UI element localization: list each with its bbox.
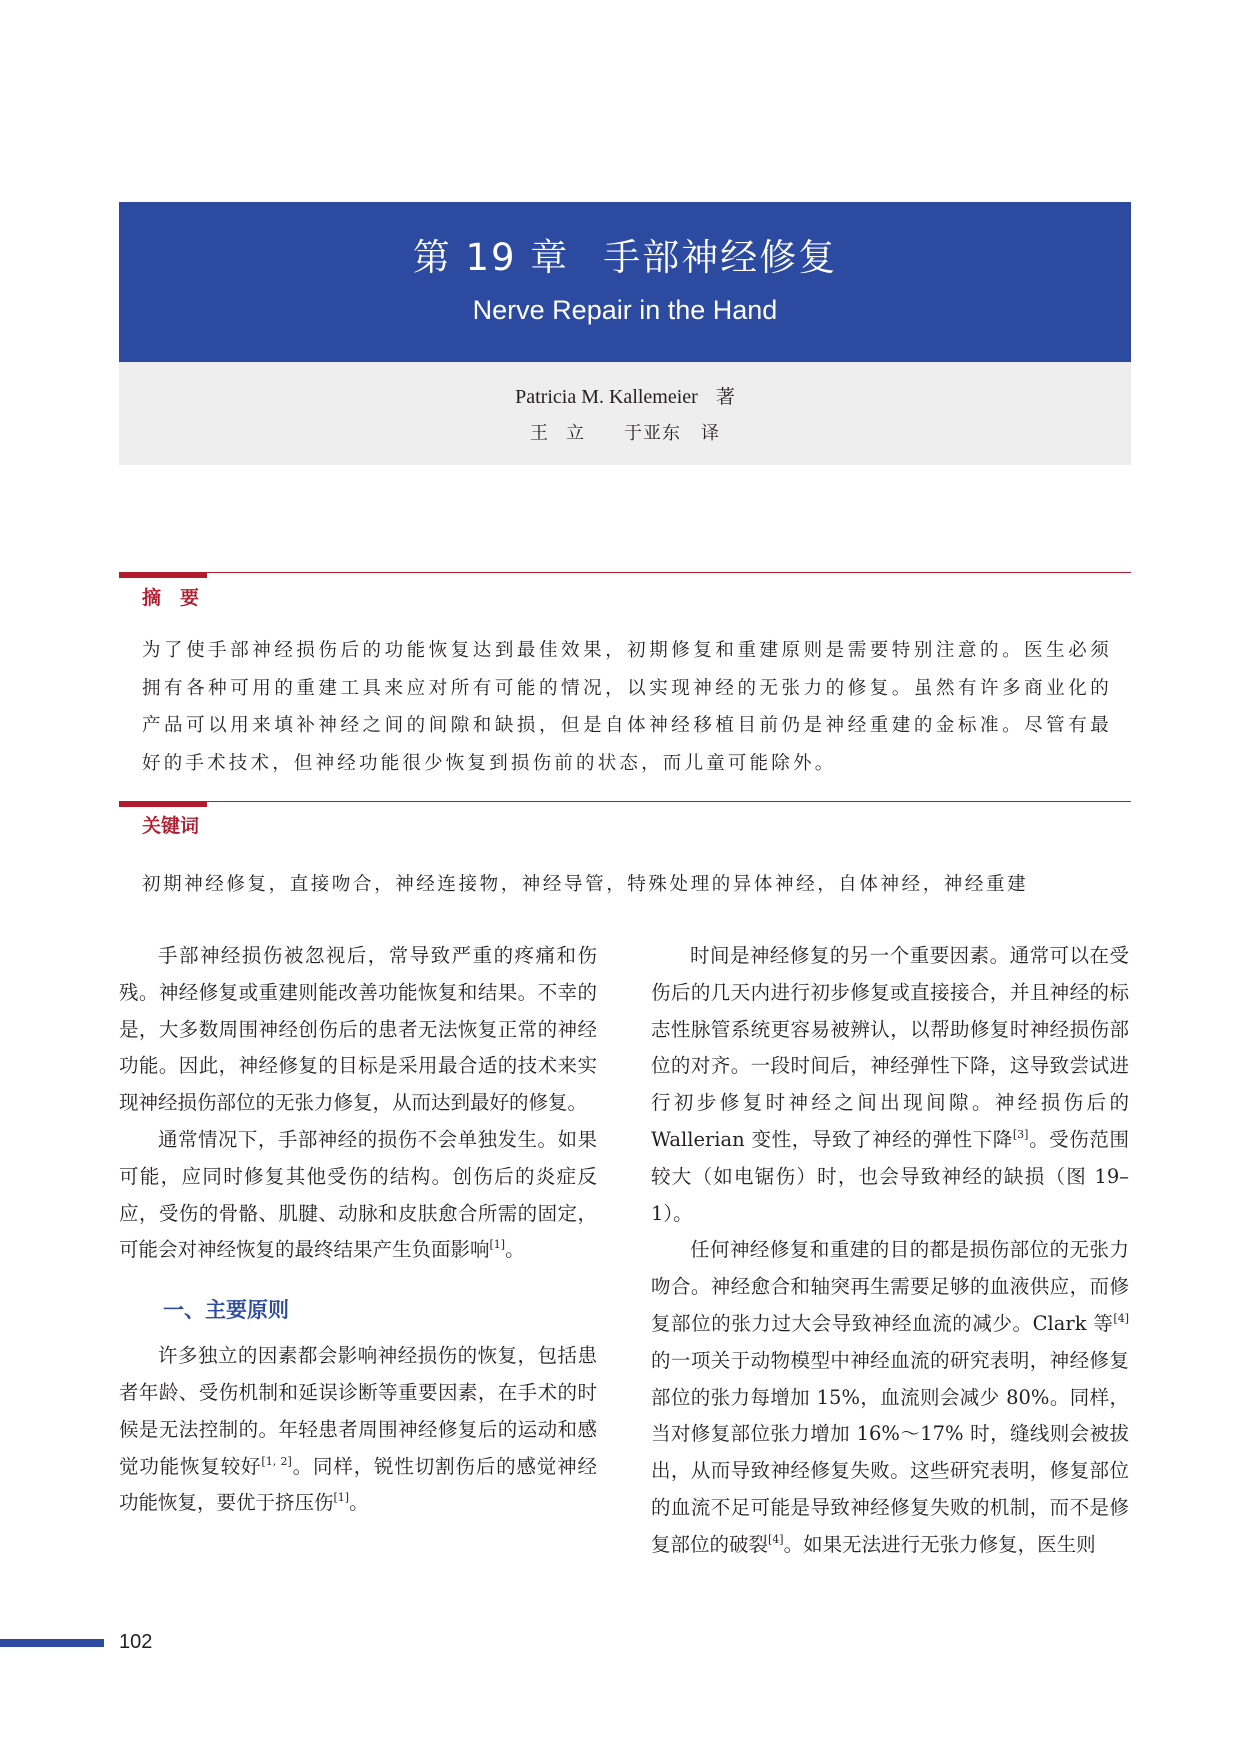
- paragraph-text: 通常情况下，手部神经的损伤不会单独发生。如果可能，应同时修复其他受伤的结构。创伤后的炎症反应，受伤的骨骼、肌腱、动脉和皮肤愈合所需的固定，可能会对神经恢复的最终结果产生负面影响: [119, 1127, 597, 1262]
- paragraph-text: 。受伤范围较大（如电锯伤）时，也会导致神经的缺损（图 19–1）。: [651, 1127, 1129, 1225]
- citation-ref: [3]: [1012, 1127, 1029, 1141]
- keywords-text: 初期神经修复，直接吻合，神经连接物，神经导管，特殊处理的异体神经，自体神经，神经重建: [142, 874, 1029, 895]
- paragraph-end: 。: [349, 1491, 369, 1515]
- abstract-accent-tab: [119, 572, 207, 578]
- abstract-rule: [119, 572, 1131, 573]
- chapter-title-cn: [119, 236, 1131, 280]
- author-name: Patricia M. Kallemeier: [515, 386, 698, 408]
- translator-line: [119, 419, 1131, 449]
- paragraph-text: 。同样，锐性切割伤后的感觉神经功能恢复，要优于挤压伤: [119, 1454, 597, 1515]
- keywords-label: 关键词: [142, 815, 200, 837]
- translator-2: 于亚东: [624, 423, 681, 444]
- abstract-label: 摘 要: [142, 587, 200, 609]
- abstract-text: 为了使手部神经损伤后的功能恢复达到最佳效果，初期修复和重建原则是需要特别注意的。医生必须拥有各种可用的重建工具来应对所有可能的情况，以实现神经的无张力的修复。虽然有许多商业化的产品可以用来填补神经之间的间隙和缺损，但是自体神经移植目前仍是神经重建的金标准。尽管有最好的手术技术，但神经功能很少恢复到损伤前的状态，而儿童可能除外。: [142, 640, 1112, 774]
- citation-ref: [1, 2]: [261, 1454, 292, 1468]
- chapter-title-text: 手部神经修复: [603, 236, 838, 279]
- translator-1: 王立: [530, 423, 602, 444]
- paragraph: 手部神经损伤被忽视后，常导致严重的疼痛和伤残。神经修复或重建则能改善功能恢复和结果。不幸的是，大多数周围神经创伤后的患者无法恢复正常的神经功能。因此，神经修复的目标是采用最合适的技术来实现神经损伤部位的无张力修复，从而达到最好的修复。: [119, 944, 597, 1115]
- paragraph-text: 的一项关于动物模型中神经血流的研究表明，神经修复部位的张力每增加 15%，血流则会减少 80%。同样，当对修复部位张力增加 16%～17% 时，缝线则会被拔出，从而导致神经修复失败。这些研究表明，修复部位的血流不足可能是导致神经修复失败的机制，而不是修复部位的破裂: [651, 1348, 1129, 1556]
- section-heading: 一、主要原则: [163, 1298, 289, 1323]
- paragraph: [119, 1338, 597, 1522]
- translator-role: 译: [701, 423, 720, 444]
- author-role: 著: [715, 386, 735, 408]
- chapter-title-en: Nerve Repair in the Hand: [472, 295, 778, 325]
- paragraph-text: 许多独立的因素都会影响神经损伤的恢复，包括患者年龄、受伤机制和延误诊断等重要因素，在手术的时候是无法控制的。年轻患者周围神经修复后的运动和感觉功能恢复较好: [119, 1344, 597, 1478]
- paragraph: [651, 1232, 1129, 1563]
- body-column-right: [651, 938, 1129, 1564]
- citation-ref: [1]: [333, 1491, 350, 1505]
- credits-band: [119, 362, 1131, 465]
- citation-ref: [4]: [1113, 1311, 1129, 1325]
- keywords-rule: [119, 801, 1131, 802]
- paragraph-text: 。如果无法进行无张力修复，医生则: [783, 1532, 1096, 1556]
- chapter-number: 第 19 章: [412, 236, 570, 279]
- paragraph-text: 任何神经修复和重建的目的都是损伤部位的无张力吻合。神经愈合和轴突再生需要足够的血液供应，而修复部位的张力过大会导致神经血流的减少。Clark 等: [651, 1238, 1129, 1335]
- page-number: 102: [119, 1631, 153, 1653]
- author-line: [119, 382, 1131, 412]
- paragraph: [119, 1122, 597, 1269]
- page-accent-bar: [0, 1639, 104, 1647]
- paragraph: [651, 938, 1129, 1232]
- keywords-accent-tab: [119, 801, 207, 807]
- paragraph-text: 时间是神经修复的另一个重要因素。通常可以在受伤后的几天内进行初步修复或直接接合，并且神经的标志性脉管系统更容易被辨认，以帮助修复时神经损伤部位的对齐。一段时间后，神经弹性下降，这导致尝试进行初步修复时神经之间出现间隙。神经损伤后的 Wallerian 变性，导致了神经的弹性下降: [651, 944, 1129, 1151]
- paragraph-end: 。: [505, 1238, 525, 1262]
- citation-ref: [1]: [489, 1238, 506, 1252]
- chapter-title-band: [119, 202, 1131, 362]
- citation-ref: [4]: [768, 1532, 784, 1546]
- body-column-left: [119, 938, 597, 1522]
